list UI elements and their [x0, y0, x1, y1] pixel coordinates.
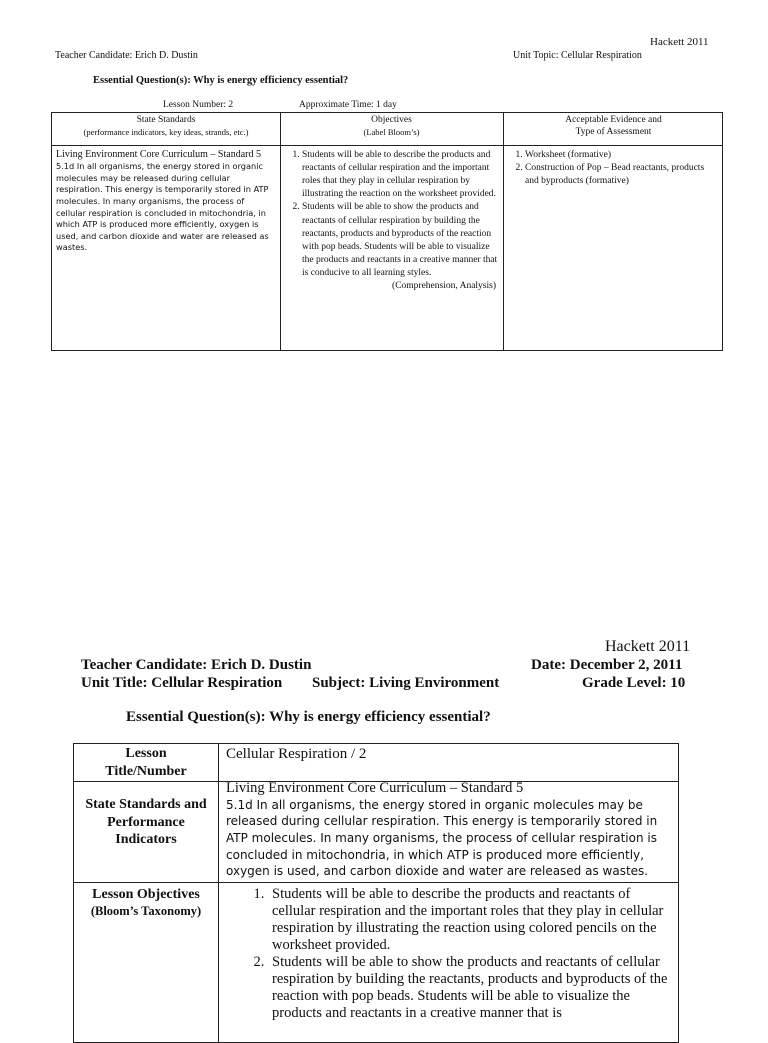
- page2-header-right: Hackett 2011: [605, 638, 691, 655]
- objectives-cell: [302, 149, 498, 293]
- evidence-item: 2. Construction of Pop – Bead reactants, products and byproducts (formative): [525, 162, 717, 188]
- page2-date: Date: December 2, 2011: [531, 657, 683, 673]
- page1-lesson-number: Lesson Number: 2: [163, 100, 234, 110]
- page2-teacher-candidate: Teacher Candidate: Erich D. Dustin: [81, 657, 312, 673]
- page1-unit-topic: Unit Topic: Cellular Respiration: [513, 50, 642, 61]
- objectives-value: [218, 886, 670, 1022]
- lesson-title-label: Lesson Title/Number: [105, 746, 187, 779]
- page2-subject: Subject: Living Environment: [312, 675, 500, 691]
- lesson-title-value: Cellular Respiration / 2: [226, 746, 367, 762]
- evidence-item: 1. Worksheet (formative): [525, 149, 717, 162]
- page1-approx-time: Approximate Time: 1 day: [299, 100, 397, 110]
- blooms-label: (Comprehension, Analysis): [392, 281, 496, 292]
- standard-heading: Living Environment Core Curriculum – Standard 5: [226, 780, 524, 796]
- standard-text: 5.1d In all organisms, the energy stored in organic molecules may be released during cellular respiration. This energy is temporarily stored in ATP molecules. In many organisms, the process of cellular respiration is concluded in mitochondria, in which ATP is produced more efficiently, oxygen is used, and carbon dioxide and water are released as wastes.: [56, 161, 269, 253]
- objective-item: 1. Students will be able to describe the products and reactants of cellular respiration and the important roles that they play in cellular respiration by illustrating the reaction using colored pencils on the worksheet provided.: [268, 886, 670, 954]
- evidence-cell: [525, 149, 717, 188]
- page2-essential-question: Essential Question(s): Why is energy efficiency essential?: [126, 709, 491, 725]
- objective-item: 2. Students will be able to show the products and reactants of cellular respiration by building the reactants, products and byproducts of the reaction with pop beads. Students will be able to visualize the products and reactants in a creative manner that is: [268, 954, 670, 1022]
- standards-cell: [56, 149, 276, 254]
- page1-teacher-candidate: Teacher Candidate: Erich D. Dustin: [55, 50, 198, 61]
- page2-lesson-table: [73, 743, 679, 1043]
- standards-value: [226, 781, 670, 880]
- standards-column-header: State Standards (performance indicators, key ideas, strands, etc.): [83, 115, 249, 137]
- page2-unit-title: Unit Title: Cellular Respiration: [81, 675, 283, 691]
- standards-label: State Standards and Performance Indicators: [85, 797, 207, 847]
- page1-header-right: Hackett 2011: [650, 36, 709, 48]
- page2-grade-level: Grade Level: 10: [582, 675, 686, 691]
- evidence-column-header: Acceptable Evidence and Type of Assessment: [565, 115, 662, 137]
- objective-item: 1. Students will be able to describe the products and reactants of cellular respiration and the important roles that they play in cellular respiration by illustrating the reaction on the worksheet provided.: [302, 149, 498, 201]
- page1-lesson-table: [51, 112, 723, 351]
- objectives-column-header: Objectives (Label Bloom’s): [363, 115, 420, 137]
- page1-essential-question: Essential Question(s): Why is energy efficiency essential?: [93, 75, 349, 86]
- objective-item: 2. Students will be able to show the products and reactants of cellular respiration by building the reactants, products and byproducts of the reaction with pop beads. Students will be able to visualize the products and reactants in a creative manner that is conducive to all learning styles.: [302, 201, 498, 280]
- standard-heading: Living Environment Core Curriculum – Standard 5: [56, 149, 261, 160]
- objectives-label: Lesson Objectives (Bloom’s Taxonomy): [90, 887, 202, 918]
- standard-text: 5.1d In all organisms, the energy stored in organic molecules may be released during cellular respiration. This energy is temporarily stored in ATP molecules. In many organisms, the process of cellular respiration is concluded in mitochondria, in which ATP is produced more efficiently, oxygen is used, and carbon dioxide and water are released as wastes.: [226, 797, 658, 879]
